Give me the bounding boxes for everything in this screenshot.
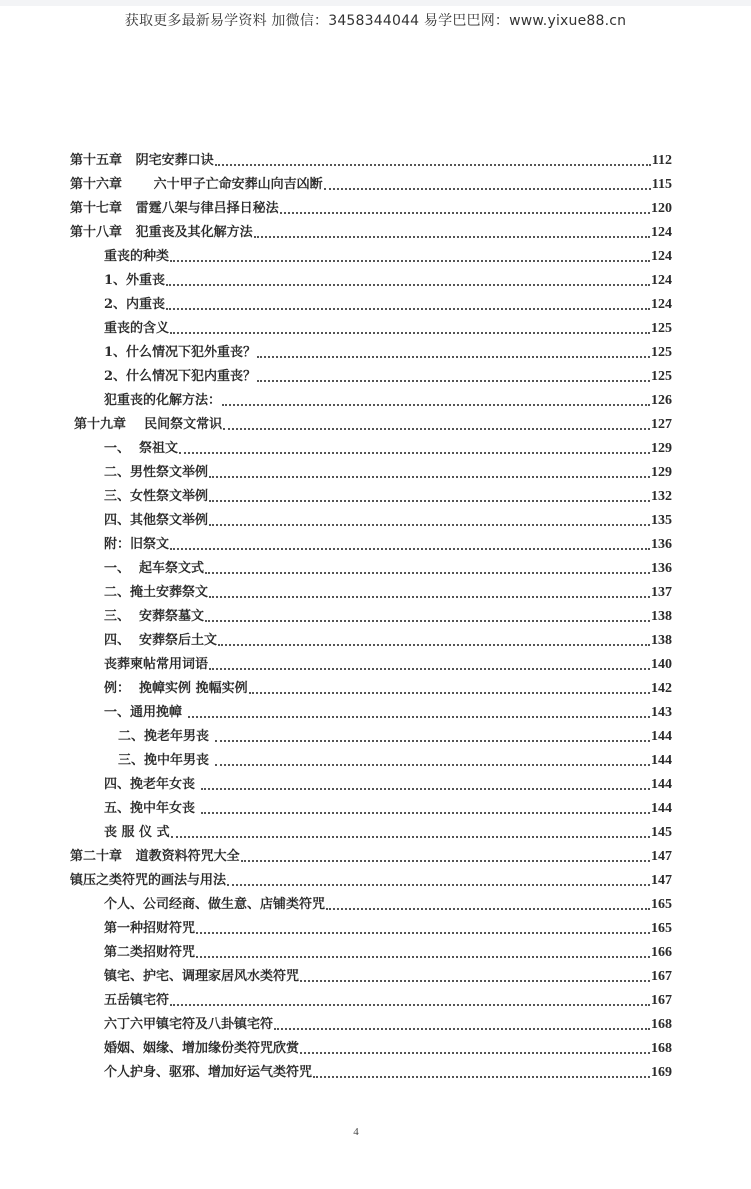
toc-entry-page: 129 <box>651 465 672 480</box>
toc-entry-page: 129 <box>651 441 672 456</box>
toc-entry-page: 136 <box>651 561 672 576</box>
dot-leader <box>188 716 650 718</box>
toc-entry[interactable] <box>104 387 672 409</box>
toc-entry-page: 115 <box>651 177 672 192</box>
toc-entry-title: 丧葬柬帖常用词语 <box>104 657 209 672</box>
toc-entry-title: 四、其他祭文举例 <box>104 513 209 528</box>
toc-entry[interactable] <box>70 147 672 169</box>
dot-leader <box>254 236 650 238</box>
toc-entry[interactable] <box>104 363 672 385</box>
toc-entry[interactable] <box>104 939 672 961</box>
toc-entry-title: 附：旧祭文 <box>104 537 170 552</box>
dot-leader <box>201 812 650 814</box>
toc-entry-title: 个人、公司经商、做生意、店铺类符咒 <box>104 897 326 912</box>
dot-leader <box>249 692 650 694</box>
toc-entry-page: 147 <box>651 849 672 864</box>
toc-entry[interactable] <box>70 843 672 865</box>
toc-entry-page: 120 <box>651 201 672 216</box>
toc-entry[interactable] <box>104 507 672 529</box>
dot-leader <box>300 980 650 982</box>
toc-entry[interactable] <box>104 1011 672 1033</box>
dot-leader <box>324 188 651 190</box>
toc-entry-page: 143 <box>651 705 672 720</box>
dot-leader <box>171 836 650 838</box>
dot-leader <box>218 644 650 646</box>
dot-leader <box>280 212 650 214</box>
toc-entry-title: 镇压之类符咒的画法与用法 <box>70 873 227 888</box>
toc-entry-title: 三、挽中年男丧 <box>118 753 214 768</box>
dot-leader <box>257 356 650 358</box>
dot-leader <box>257 380 650 382</box>
dot-leader <box>170 1004 650 1006</box>
toc-entry[interactable] <box>104 603 672 625</box>
toc-entry-title: 五岳镇宅符 <box>104 993 170 1008</box>
toc-entry-page: 124 <box>651 225 672 240</box>
toc-entry-title: 五、挽中年女丧 <box>104 801 200 816</box>
toc-entry-title: 二、挽老年男丧 <box>118 729 214 744</box>
toc-entry-page: 144 <box>651 753 672 768</box>
dot-leader <box>222 404 650 406</box>
dot-leader <box>223 428 650 430</box>
toc-entry-page: 136 <box>651 537 672 552</box>
toc-entry-title: 2、什么情况下犯内重丧？ <box>104 369 257 384</box>
toc-entry[interactable] <box>104 915 672 937</box>
toc-entry-page: 142 <box>651 681 672 696</box>
toc-entry-title: 一、 起车祭文式 <box>104 561 205 576</box>
dot-leader <box>170 260 650 262</box>
toc-entry[interactable] <box>104 459 672 481</box>
toc-entry-title: 1、外重丧 <box>104 273 166 288</box>
dot-leader <box>313 1076 650 1078</box>
toc-entry-title: 三、 安葬祭墓文 <box>104 609 205 624</box>
toc-entry-title: 一、 祭祖文 <box>104 441 179 456</box>
dot-leader <box>196 956 650 958</box>
toc-entry[interactable] <box>104 987 672 1009</box>
toc-entry[interactable] <box>104 531 672 553</box>
toc-entry[interactable] <box>70 867 672 889</box>
dot-leader <box>196 932 650 934</box>
toc-entry-title: 第二十章 道教资料符咒大全 <box>70 849 240 864</box>
toc-entry-title: 二、掩土安葬祭文 <box>104 585 209 600</box>
dot-leader <box>215 164 651 166</box>
toc-entry-page: 127 <box>651 417 672 432</box>
toc-entry-page: 125 <box>651 321 672 336</box>
dot-leader <box>300 1052 650 1054</box>
toc-entry[interactable] <box>104 243 672 265</box>
toc-entry-page: 125 <box>651 345 672 360</box>
toc-entry[interactable] <box>104 651 672 673</box>
toc-entry-title: 四、挽老年女丧 <box>104 777 200 792</box>
toc-entry[interactable] <box>74 411 672 433</box>
dot-leader <box>166 284 650 286</box>
toc-entry[interactable] <box>104 555 672 577</box>
dot-leader <box>215 740 650 742</box>
toc-entry-title: 例： 挽幛实例 挽幅实例 <box>104 681 248 696</box>
toc-entry-page: 112 <box>651 153 672 168</box>
dot-leader <box>209 524 650 526</box>
dot-leader <box>205 572 650 574</box>
toc-entry-title: 一、通用挽幛 <box>104 705 187 720</box>
toc-entry-title: 第十六章 六十甲子亡命安葬山向吉凶断 <box>70 177 323 192</box>
toc-entry-page: 147 <box>651 873 672 888</box>
dot-leader <box>205 620 650 622</box>
dot-leader <box>227 884 650 886</box>
toc-entry-page: 125 <box>651 369 672 384</box>
toc-entry-page: 132 <box>651 489 672 504</box>
toc-entry-page: 124 <box>651 249 672 264</box>
toc-entry-page: 144 <box>651 777 672 792</box>
toc-entry-page: 135 <box>651 513 672 528</box>
toc-entry-page: 137 <box>651 585 672 600</box>
toc-entry[interactable] <box>104 339 672 361</box>
toc-entry[interactable] <box>104 963 672 985</box>
toc-entry-title: 第十九章 民间祭文常识 <box>74 417 223 432</box>
toc-entry[interactable] <box>70 195 672 217</box>
dot-leader <box>274 1028 650 1030</box>
dot-leader <box>170 332 650 334</box>
dot-leader <box>179 452 650 454</box>
toc-entry[interactable] <box>104 435 672 457</box>
toc-entry[interactable] <box>104 1035 672 1057</box>
toc-entry-title: 丧 服 仪 式 <box>104 825 170 840</box>
toc-entry-title: 个人护身、驱邪、增加好运气类符咒 <box>104 1065 313 1080</box>
toc-entry-title: 四、 安葬祭后土文 <box>104 633 218 648</box>
toc-entry-page: 165 <box>651 921 672 936</box>
toc-entry-title: 第十五章 阴宅安葬口诀 <box>70 153 214 168</box>
toc-entry[interactable] <box>104 675 672 697</box>
dot-leader <box>209 668 650 670</box>
toc-entry[interactable] <box>104 795 672 817</box>
toc-entry-page: 138 <box>651 633 672 648</box>
toc-entry-page: 168 <box>651 1041 672 1056</box>
toc-entry-page: 168 <box>651 1017 672 1032</box>
dot-leader <box>209 596 650 598</box>
page-number: 4 <box>353 1126 359 1138</box>
toc-entry-page: 169 <box>651 1065 672 1080</box>
toc-entry-page: 167 <box>651 993 672 1008</box>
toc-entry[interactable] <box>70 219 672 241</box>
toc-entry-title: 第二类招财符咒 <box>104 945 196 960</box>
toc-entry-title: 第十八章 犯重丧及其化解方法 <box>70 225 253 240</box>
toc-entry-page: 140 <box>651 657 672 672</box>
dot-leader <box>166 308 650 310</box>
toc-entry-page: 124 <box>651 273 672 288</box>
toc-entry[interactable] <box>118 723 672 745</box>
toc-entry[interactable] <box>118 747 672 769</box>
toc-entry-title: 第一种招财符咒 <box>104 921 196 936</box>
toc-entry-page: 167 <box>651 969 672 984</box>
toc-entry-page: 144 <box>651 801 672 816</box>
toc-entry[interactable] <box>104 291 672 313</box>
toc-entry-page: 124 <box>651 297 672 312</box>
dot-leader <box>170 548 650 550</box>
dot-leader <box>201 788 650 790</box>
toc-entry-page: 165 <box>651 897 672 912</box>
toc-entry[interactable] <box>104 267 672 289</box>
toc-entry-title: 2、内重丧 <box>104 297 166 312</box>
toc-entry-title: 婚姻、姻缘、增加缘份类符咒欣赏 <box>104 1041 300 1056</box>
toc-entry[interactable] <box>104 699 672 721</box>
toc-entry-page: 144 <box>651 729 672 744</box>
toc-entry[interactable] <box>104 627 672 649</box>
dot-leader <box>209 500 650 502</box>
toc-entry-title: 二、男性祭文举例 <box>104 465 209 480</box>
toc-entry-title: 重丧的含义 <box>104 321 170 336</box>
toc-entry[interactable] <box>104 483 672 505</box>
toc-entry[interactable] <box>104 1059 672 1081</box>
toc-entry-title: 重丧的种类 <box>104 249 170 264</box>
top-strip <box>0 0 751 6</box>
toc-entry[interactable] <box>104 315 672 337</box>
dot-leader <box>209 476 650 478</box>
toc-entry[interactable] <box>104 771 672 793</box>
toc-entry-title: 三、女性祭文举例 <box>104 489 209 504</box>
toc-entry-page: 166 <box>651 945 672 960</box>
toc-entry[interactable] <box>104 819 672 841</box>
header-banner: 获取更多最新易学资料 加微信：3458344044 易学巴巴网：www.yixue88.cn <box>124 13 627 29</box>
toc-entry-title: 镇宅、护宅、调理家居风水类符咒 <box>104 969 300 984</box>
toc-entry-title: 1、什么情况下犯外重丧？ <box>104 345 257 360</box>
toc-entry-title: 六丁六甲镇宅符及八卦镇宅符 <box>104 1017 274 1032</box>
toc-entry[interactable] <box>70 171 672 193</box>
dot-leader <box>241 860 650 862</box>
toc-entry-page: 126 <box>651 393 672 408</box>
dot-leader <box>326 908 650 910</box>
toc-entry-title: 第十七章 雷霆八架与律吕择日秘法 <box>70 201 279 216</box>
toc-entry[interactable] <box>104 579 672 601</box>
toc-entry-page: 138 <box>651 609 672 624</box>
dot-leader <box>215 764 650 766</box>
toc-entry-title: 犯重丧的化解方法： <box>104 393 222 408</box>
toc-entry-page: 145 <box>651 825 672 840</box>
toc-entry[interactable] <box>104 891 672 913</box>
